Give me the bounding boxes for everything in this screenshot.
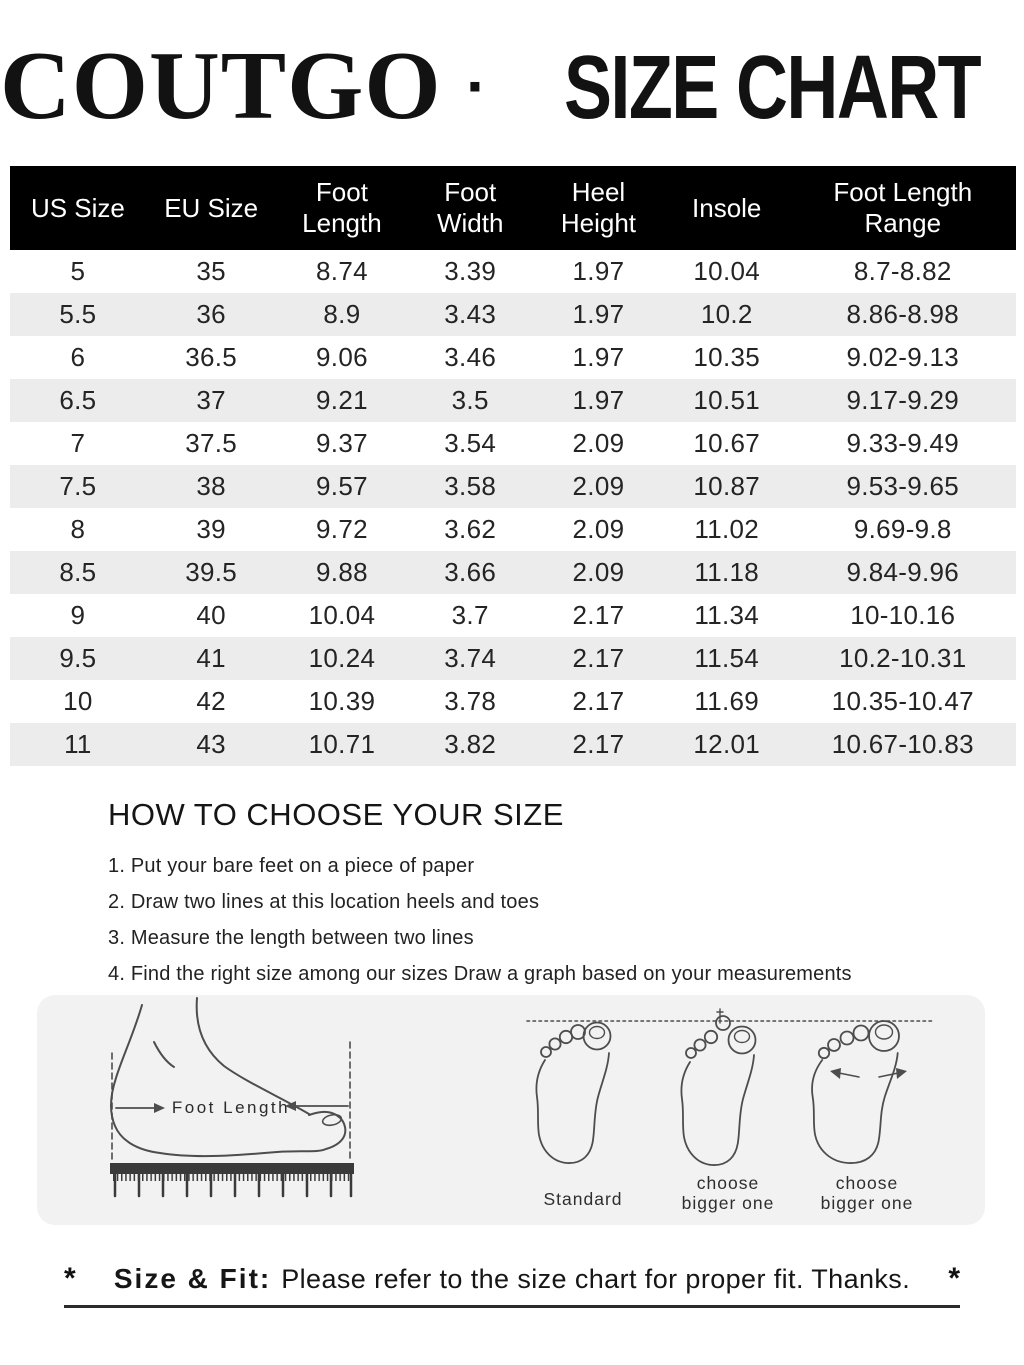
table-cell: 9: [70, 600, 86, 630]
table-cell: 3.43: [407, 293, 533, 336]
table-cell: 36: [146, 293, 277, 336]
long-second-toe-foot: [681, 1009, 755, 1165]
table-cell: 12.01: [664, 723, 790, 766]
size-table-header: [10, 166, 1016, 250]
table-cell: 6: [70, 342, 86, 372]
long-toe-label-line2: bigger one: [681, 1193, 775, 1213]
table-cell: 43: [146, 723, 277, 766]
table-cell: 9.72: [316, 514, 368, 544]
table-cell: 2.17: [572, 686, 625, 716]
table-cell: 11.54: [664, 637, 790, 680]
table-cell: 2.09: [572, 428, 625, 458]
table-cell: 8.5: [10, 551, 146, 594]
page-title: [0, 30, 1024, 142]
size-fit-message: Please refer to the size chart for proper fit. Thanks.: [281, 1264, 911, 1294]
table-cell: 9.84-9.96: [790, 551, 1016, 594]
table-cell: 10.2: [664, 293, 790, 336]
how-to-step-3: 3. Measure the length between two lines: [108, 927, 474, 949]
wide-foot-label-line1: choose: [835, 1173, 899, 1193]
size-fit-note: [64, 1262, 960, 1308]
table-row: [10, 422, 1016, 465]
col-heel-height: Heel Height: [533, 166, 664, 250]
table-cell: 10.04: [308, 600, 376, 630]
table-cell: 8.9: [277, 293, 408, 336]
table-cell: 5.5: [10, 293, 146, 336]
table-cell: 39.5: [146, 551, 277, 594]
table-cell: 3.74: [407, 637, 533, 680]
table-row: [10, 551, 1016, 594]
table-cell: 3.66: [407, 551, 533, 594]
table-cell: 6.5: [10, 379, 146, 422]
table-row: [10, 250, 1016, 293]
table-cell: 8.86-8.98: [790, 293, 1016, 336]
title-separator-dot: ·: [466, 50, 488, 122]
table-cell: 35: [196, 256, 226, 286]
table-cell: 3.82: [407, 723, 533, 766]
how-to-steps: [108, 855, 968, 986]
how-to-step-1: 1. Put your bare feet on a piece of paper: [108, 855, 475, 877]
table-cell: 10.71: [277, 723, 408, 766]
table-cell: 9.88: [277, 551, 408, 594]
table-cell: 9.21: [277, 379, 408, 422]
table-cell: 40: [196, 600, 226, 630]
wide-foot-label-line2: bigger one: [820, 1193, 914, 1213]
table-cell: 3.58: [407, 465, 533, 508]
long-toe-label-line1: choose: [696, 1173, 760, 1193]
size-table: [10, 166, 1016, 766]
table-cell: 9.5: [10, 637, 146, 680]
table-cell: 3.62: [444, 514, 497, 544]
table-cell: 39: [196, 514, 226, 544]
size-fit-text: [76, 1263, 949, 1295]
col-us-size: US Size: [10, 166, 146, 250]
foot-length-diagram: [110, 998, 354, 1196]
table-cell: 10.24: [277, 637, 408, 680]
table-cell: 10.2-10.31: [790, 637, 1016, 680]
table-cell: 41: [146, 637, 277, 680]
table-row: [10, 508, 1016, 551]
table-row: [10, 379, 1016, 422]
how-to-step-2: 2. Draw two lines at this location heels and toes: [108, 891, 540, 913]
wide-foot: [812, 1021, 907, 1163]
table-cell: 36.5: [185, 342, 238, 372]
table-cell: 11: [10, 723, 146, 766]
table-cell: 11.02: [694, 514, 760, 544]
table-cell: 9.02-9.13: [846, 342, 960, 372]
col-foot-length-range: Foot Length Range: [790, 166, 1016, 250]
table-cell: 2.09: [533, 465, 664, 508]
col-insole: Insole: [664, 166, 790, 250]
measurement-diagram-panel: [37, 995, 985, 1225]
table-cell: 8.74: [316, 256, 368, 286]
table-cell: 8.7-8.82: [853, 256, 952, 286]
table-cell: 9.06: [316, 342, 368, 372]
table-cell: 10.87: [664, 465, 790, 508]
table-cell: 2.17: [533, 637, 664, 680]
asterisk-right: *: [948, 1262, 960, 1295]
table-row: [10, 465, 1016, 508]
table-cell: 38: [146, 465, 277, 508]
table-cell: 3.54: [444, 428, 497, 458]
asterisk-left: *: [64, 1262, 76, 1295]
table-cell: 10.67-10.83: [790, 723, 1016, 766]
table-row: [10, 680, 1016, 723]
table-cell: 37: [146, 379, 277, 422]
foot-length-label: Foot Length: [171, 1098, 291, 1117]
standard-foot: [536, 1023, 610, 1164]
size-fit-label: Size & Fit:: [113, 1263, 272, 1294]
table-cell: 2.17: [572, 600, 625, 630]
standard-foot-label: Standard: [543, 1189, 623, 1209]
table-cell: 3.7: [451, 600, 489, 630]
table-cell: 11.34: [694, 600, 760, 630]
table-row: [10, 336, 1016, 379]
table-row: [10, 293, 1016, 336]
table-cell: 3.5: [407, 379, 533, 422]
size-table-body: [10, 250, 1016, 766]
how-to-heading: HOW TO CHOOSE YOUR SIZE: [108, 797, 564, 832]
width-arrows: [830, 1068, 907, 1079]
foot-shapes-diagram: [527, 1009, 932, 1213]
col-eu-size: EU Size: [146, 166, 277, 250]
ankle-line: [154, 1042, 174, 1067]
table-cell: 9.53-9.65: [790, 465, 1016, 508]
table-cell: 10.35: [693, 342, 760, 372]
table-row: [10, 723, 1016, 766]
col-foot-width: Foot Width: [407, 166, 533, 250]
ruler: [110, 1163, 354, 1196]
table-cell: 10.67: [693, 428, 760, 458]
table-cell: 1.97: [572, 342, 625, 372]
table-cell: 7: [70, 428, 86, 458]
table-cell: 2.09: [572, 514, 625, 544]
table-cell: 9.37: [316, 428, 368, 458]
table-cell: 10.39: [308, 686, 376, 716]
table-cell: 9.57: [277, 465, 408, 508]
title-size-chart: SIZE CHART: [563, 38, 980, 138]
how-to-step-4: 4. Find the right size among our sizes Draw a graph based on your measurements: [108, 963, 852, 985]
col-foot-length: Foot Length: [277, 166, 408, 250]
table-cell: 3.46: [444, 342, 497, 372]
table-cell: 2.17: [533, 723, 664, 766]
table-cell: 1.97: [533, 379, 664, 422]
table-cell: 1.97: [572, 256, 625, 286]
table-cell: 11.69: [694, 686, 760, 716]
table-cell: 9.33-9.49: [846, 428, 960, 458]
table-cell: 5: [70, 256, 86, 286]
table-cell: 11.18: [664, 551, 790, 594]
big-toenail: [322, 1113, 343, 1127]
how-to-section: [108, 797, 968, 999]
table-cell: 3.39: [444, 256, 497, 286]
table-cell: 10.04: [693, 256, 760, 286]
table-cell: 10.35-10.47: [831, 686, 974, 716]
foot-side-outline: [111, 998, 348, 1156]
table-row: [10, 637, 1016, 680]
table-cell: 1.97: [533, 293, 664, 336]
brand-name: COUTGO: [0, 32, 442, 140]
table-cell: 37.5: [185, 428, 238, 458]
table-cell: 9.17-9.29: [790, 379, 1016, 422]
table-cell: 9.69-9.8: [853, 514, 952, 544]
table-cell: 3.78: [444, 686, 497, 716]
table-row: [10, 594, 1016, 637]
measurement-diagram: [37, 995, 985, 1225]
table-cell: 10: [63, 686, 93, 716]
table-cell: 8: [70, 514, 86, 544]
table-cell: 2.09: [533, 551, 664, 594]
table-cell: 42: [196, 686, 226, 716]
table-cell: 10.51: [664, 379, 790, 422]
table-cell: 7.5: [10, 465, 146, 508]
table-cell: 10-10.16: [850, 600, 956, 630]
table-header-row: [10, 166, 1016, 250]
